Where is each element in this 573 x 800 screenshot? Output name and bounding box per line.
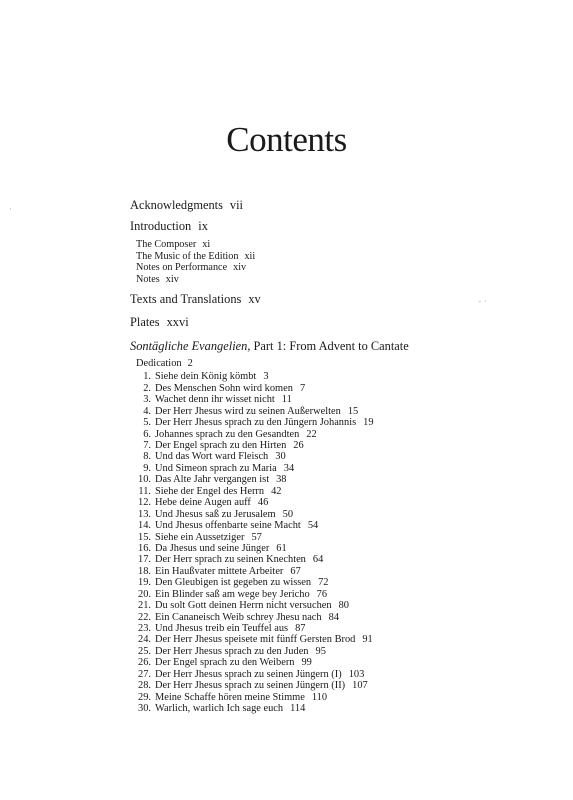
toc-subentry-notes-on-performance[interactable] bbox=[130, 262, 550, 274]
toc-entry[interactable] bbox=[130, 463, 550, 474]
entry-page-number: 72 bbox=[318, 577, 329, 589]
entry-title: Der Engel sprach zu den Hirten bbox=[155, 440, 287, 451]
entry-text bbox=[155, 577, 329, 588]
entry-title: Des Menschen Sohn wird komen bbox=[155, 382, 293, 394]
toc-entry[interactable] bbox=[130, 577, 550, 588]
entry-title: Meine Schaffe hören meine Stimme bbox=[155, 691, 305, 703]
entry-text bbox=[155, 440, 304, 451]
toc-entry[interactable] bbox=[130, 612, 550, 623]
entry-page-number: 22 bbox=[306, 428, 317, 440]
entry-number: 13. bbox=[138, 508, 151, 520]
toc-subentry-music-of-edition[interactable] bbox=[130, 251, 550, 263]
entry-page-number: 99 bbox=[301, 657, 312, 669]
entry-title: Der Herr Jhesus sprach zu den Jüngern Johannis bbox=[155, 417, 357, 429]
toc-entry[interactable] bbox=[130, 692, 550, 703]
entry-title: Der Herr sprach zu seinen Knechten bbox=[155, 554, 306, 566]
entry-page-number: 7 bbox=[299, 382, 306, 394]
toc-entry-introduction[interactable] bbox=[130, 219, 550, 234]
entry-text bbox=[155, 692, 327, 703]
entry-text bbox=[155, 520, 318, 531]
toc-label: Plates bbox=[130, 315, 160, 330]
entry-page-number: 34 bbox=[283, 462, 295, 474]
entry-title: Ein Blinder saß am wege bey Jericho bbox=[155, 588, 310, 600]
toc-entry[interactable] bbox=[130, 703, 550, 714]
piece-list bbox=[130, 371, 550, 714]
toc-subentry-notes[interactable] bbox=[130, 274, 550, 286]
entry-page-number: 11 bbox=[281, 394, 292, 406]
entry-title: Der Herr Jhesus sprach zu seinen Jüngern (I) bbox=[155, 668, 342, 680]
entry-page-number: 26 bbox=[293, 440, 304, 451]
toc-entry[interactable] bbox=[130, 451, 550, 462]
entry-page-number: 50 bbox=[282, 508, 294, 520]
entry-text bbox=[155, 371, 269, 382]
entry-text bbox=[155, 497, 268, 508]
entry-text bbox=[155, 554, 323, 565]
entry-number: 21. bbox=[138, 600, 151, 612]
entry-page-number: 91 bbox=[362, 634, 373, 646]
toc-entry[interactable] bbox=[130, 406, 550, 417]
entry-page-number: 46 bbox=[257, 497, 269, 509]
table-of-contents bbox=[130, 198, 550, 715]
entry-title: Ein Cananeisch Weib schrey Jhesu nach bbox=[155, 611, 322, 623]
toc-entry[interactable] bbox=[130, 532, 550, 543]
toc-subentry-composer[interactable] bbox=[130, 239, 550, 251]
toc-entry[interactable] bbox=[130, 657, 550, 668]
entry-number: 2. bbox=[143, 382, 151, 394]
entry-title: Wachet denn ihr wisset nicht bbox=[155, 394, 275, 406]
entry-text bbox=[155, 417, 374, 428]
toc-entry[interactable] bbox=[130, 509, 550, 520]
entry-number: 25. bbox=[138, 645, 151, 657]
entry-title: Ein Haußvater mittete Arbeiter bbox=[155, 565, 284, 577]
entry-number: 7. bbox=[143, 440, 151, 451]
toc-entry-dedication[interactable] bbox=[130, 358, 550, 370]
entry-number: 26. bbox=[138, 657, 151, 669]
entry-title: Der Herr Jhesus sprach zu den Juden bbox=[155, 645, 309, 657]
entry-page-number: 103 bbox=[348, 668, 365, 680]
entry-text bbox=[155, 669, 364, 680]
entry-text bbox=[155, 429, 317, 440]
entry-title: Der Engel sprach zu den Weibern bbox=[155, 657, 295, 669]
entry-page-number: 15 bbox=[347, 405, 359, 417]
toc-page-number: xxvi bbox=[166, 315, 189, 330]
toc-entry[interactable] bbox=[130, 371, 550, 382]
entry-text bbox=[155, 451, 286, 462]
toc-page-number: xv bbox=[248, 292, 261, 307]
toc-entry-acknowledgments[interactable] bbox=[130, 198, 550, 213]
toc-page-number: xi bbox=[202, 239, 211, 250]
entry-title: Und Jhesus saß zu Jerusalem bbox=[155, 508, 276, 520]
toc-entry[interactable] bbox=[130, 623, 550, 634]
entry-number: 8. bbox=[143, 451, 151, 463]
entry-page-number: 114 bbox=[290, 703, 306, 715]
toc-entry-texts-and-translations[interactable] bbox=[130, 292, 550, 307]
entry-number: 3. bbox=[143, 394, 151, 406]
entry-page-number: 57 bbox=[251, 531, 262, 543]
toc-entry[interactable] bbox=[130, 554, 550, 565]
entry-page-number: 67 bbox=[290, 565, 301, 577]
toc-entry[interactable] bbox=[130, 417, 550, 428]
entry-number: 29. bbox=[138, 691, 151, 703]
toc-entry[interactable] bbox=[130, 646, 550, 657]
entry-number: 20. bbox=[138, 588, 151, 600]
entry-title: Du solt Gott deinen Herrn nicht versuchen bbox=[155, 600, 332, 612]
toc-page-number: ix bbox=[198, 219, 208, 233]
entry-text bbox=[155, 532, 262, 543]
entry-title: Siehe dein König kömbt bbox=[155, 371, 257, 383]
entry-text bbox=[155, 634, 373, 645]
entry-title: Der Herr Jhesus wird zu seinen Außerwelten bbox=[155, 405, 341, 417]
toc-entry[interactable] bbox=[130, 486, 550, 497]
toc-entry[interactable] bbox=[130, 429, 550, 440]
toc-label: Introduction bbox=[130, 219, 192, 233]
entry-text bbox=[155, 463, 294, 474]
entry-text bbox=[155, 543, 287, 554]
scan-speck: · bbox=[9, 205, 12, 215]
entry-number: 12. bbox=[138, 497, 151, 509]
entry-number: 16. bbox=[138, 542, 151, 554]
entry-text bbox=[155, 657, 312, 668]
entry-number: 10. bbox=[138, 474, 151, 486]
toc-entry[interactable] bbox=[130, 600, 550, 611]
entry-page-number: 80 bbox=[338, 600, 349, 612]
entry-number: 28. bbox=[138, 680, 151, 692]
toc-entry[interactable] bbox=[130, 440, 550, 451]
toc-label: The Composer bbox=[136, 239, 197, 250]
section-heading bbox=[130, 339, 550, 354]
entry-text bbox=[155, 509, 293, 520]
entry-page-number: 54 bbox=[307, 520, 319, 532]
toc-label: Notes on Performance bbox=[136, 262, 228, 274]
entry-number: 6. bbox=[143, 428, 151, 440]
entry-number: 23. bbox=[138, 623, 151, 634]
entry-text bbox=[155, 394, 292, 405]
entry-text bbox=[155, 680, 368, 691]
toc-entry[interactable] bbox=[130, 669, 550, 680]
entry-page-number: 42 bbox=[271, 485, 282, 497]
toc-entry[interactable] bbox=[130, 520, 550, 531]
entry-number: 19. bbox=[138, 577, 151, 589]
toc-label: The Music of the Edition bbox=[136, 250, 239, 262]
entry-number: 4. bbox=[143, 405, 151, 417]
page-title: Contents bbox=[226, 120, 347, 159]
toc-label: Notes bbox=[136, 273, 160, 285]
toc-label: Acknowledgments bbox=[130, 198, 223, 212]
toc-entry[interactable] bbox=[130, 383, 550, 394]
entry-text bbox=[155, 600, 349, 611]
toc-entry[interactable] bbox=[130, 634, 550, 645]
toc-entry[interactable] bbox=[130, 680, 550, 691]
toc-entry[interactable] bbox=[130, 394, 550, 405]
entry-number: 24. bbox=[138, 634, 151, 646]
entry-title: Warlich, warlich Ich sage euch bbox=[155, 703, 284, 715]
entry-title: Johannes sprach zu den Gesandten bbox=[155, 428, 300, 440]
entry-title: Den Gleubigen ist gegeben zu wissen bbox=[155, 577, 312, 589]
toc-entry[interactable] bbox=[130, 474, 550, 485]
section-title-italic: Sontägliche Evangelien bbox=[130, 339, 248, 354]
toc-entry[interactable] bbox=[130, 589, 550, 600]
toc-page-number: xiv bbox=[165, 273, 179, 285]
entry-number: 22. bbox=[138, 611, 151, 623]
toc-entry[interactable] bbox=[130, 497, 550, 508]
entry-text bbox=[155, 646, 326, 657]
entry-text bbox=[155, 623, 305, 634]
entry-text bbox=[155, 566, 301, 577]
entry-number: 30. bbox=[138, 703, 151, 715]
entry-page-number: 64 bbox=[312, 554, 324, 566]
entry-number: 14. bbox=[138, 520, 151, 532]
entry-title: Siehe ein Aussetziger bbox=[155, 531, 245, 543]
entry-page-number: 30 bbox=[275, 451, 286, 463]
entry-page-number: 95 bbox=[315, 645, 326, 657]
entry-page-number: 19 bbox=[363, 417, 374, 429]
entry-text bbox=[155, 406, 358, 417]
entry-number: 1. bbox=[143, 371, 151, 383]
entry-page-number: 87 bbox=[295, 623, 306, 634]
scan-speck: ‐ · bbox=[478, 297, 487, 307]
entry-title: Hebe deine Augen auff bbox=[155, 497, 251, 509]
entry-page-number: 76 bbox=[316, 588, 328, 600]
entry-number: 17. bbox=[138, 554, 151, 566]
toc-page-number: xii bbox=[244, 250, 256, 262]
entry-page-number: 61 bbox=[276, 542, 287, 554]
toc-page-number: 2 bbox=[187, 358, 193, 370]
toc-entry[interactable] bbox=[130, 566, 550, 577]
entry-title: Das Alte Jahr vergangen ist bbox=[155, 474, 270, 486]
toc-entry-plates[interactable] bbox=[130, 315, 550, 330]
entry-number: 9. bbox=[143, 462, 151, 474]
entry-number: 27. bbox=[138, 668, 151, 680]
entry-title: Und das Wort ward Fleisch bbox=[155, 451, 269, 463]
entry-text bbox=[155, 383, 305, 394]
toc-entry[interactable] bbox=[130, 543, 550, 554]
entry-page-number: 3 bbox=[263, 371, 269, 383]
entry-text bbox=[155, 589, 327, 600]
entry-page-number: 110 bbox=[311, 691, 328, 703]
toc-page-number: vii bbox=[229, 198, 244, 212]
entry-title: Siehe der Engel des Herrn bbox=[155, 485, 265, 497]
entry-title: Und Jhesus treib ein Teuffel aus bbox=[155, 623, 289, 634]
entry-number: 18. bbox=[138, 565, 151, 577]
section-title-rest: , Part 1: From Advent to Cantate bbox=[247, 339, 409, 354]
entry-text bbox=[155, 486, 281, 497]
entry-title: Der Herr Jhesus speisete mit fünff Gersten Brod bbox=[155, 634, 356, 646]
entry-title: Und Jhesus offenbarte seine Macht bbox=[155, 520, 301, 532]
entry-text bbox=[155, 612, 339, 623]
toc-page-number: xiv bbox=[233, 262, 247, 274]
entry-text bbox=[155, 474, 286, 485]
toc-label: Texts and Translations bbox=[130, 292, 242, 307]
entry-title: Und Simeon sprach zu Maria bbox=[155, 462, 277, 474]
entry-title: Da Jhesus und seine Jünger bbox=[155, 542, 270, 554]
entry-number: 15. bbox=[138, 531, 151, 543]
entry-page-number: 107 bbox=[352, 680, 368, 692]
entry-page-number: 84 bbox=[328, 611, 340, 623]
entry-page-number: 38 bbox=[276, 474, 287, 486]
entry-number: 5. bbox=[143, 417, 151, 429]
toc-label: Dedication bbox=[136, 358, 182, 370]
entry-title: Der Herr Jhesus sprach zu seinen Jüngern (II) bbox=[155, 680, 346, 692]
entry-number: 11. bbox=[138, 485, 151, 497]
entry-text bbox=[155, 703, 305, 714]
